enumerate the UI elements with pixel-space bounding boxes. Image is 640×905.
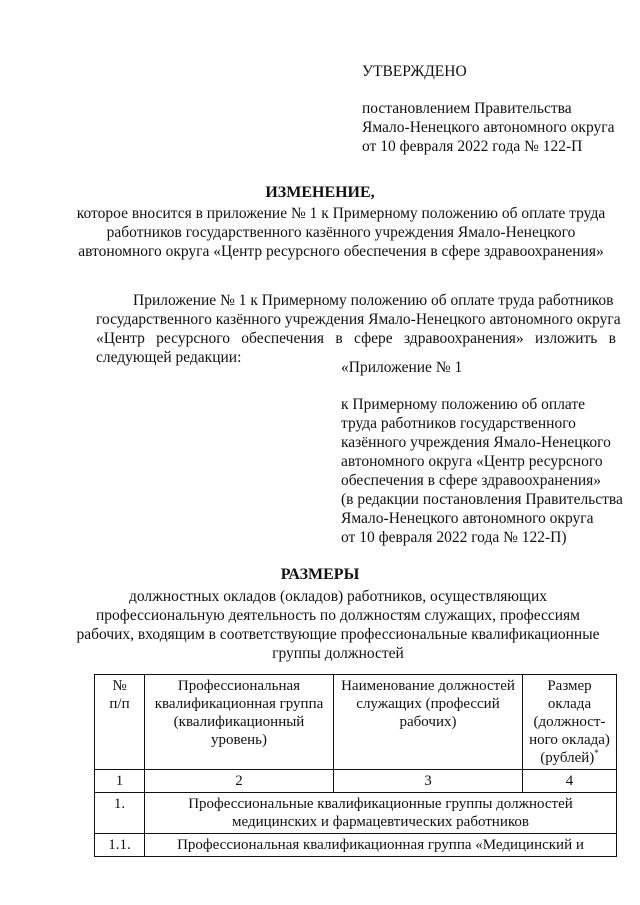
appendix-line: к Примерному положению об оплате	[341, 396, 586, 413]
appendix-line: казённого учреждения Ямало-Ненецкого	[341, 434, 611, 451]
column-number: 4	[523, 770, 617, 793]
header-salary-size: Размер оклада (должност- ного оклада) (рублей)*	[523, 675, 617, 770]
table-row	[95, 834, 617, 857]
row-group-title: Профессиональная квалификационная группа «Медицинский и	[145, 834, 617, 857]
header-number: № п/п	[95, 675, 145, 770]
body-line: государственного казённого учреждения Ямало-Ненецкого автономного округа	[96, 311, 621, 328]
change-line: работников государственного казённого учреждения Ямало-Ненецкого	[106, 224, 576, 241]
approval-title: УТВЕРЖДЕНО	[362, 63, 467, 80]
appendix-line: обеспечения в сфере здравоохранения»	[341, 472, 602, 489]
table-column-numbers-row	[95, 770, 617, 793]
column-number: 1	[95, 770, 145, 793]
footnote-mark: *	[594, 748, 599, 758]
table-header-row	[95, 675, 617, 770]
sizes-line: группы должностей	[272, 645, 404, 662]
appendix-line: от 10 февраля 2022 года № 122-П)	[341, 529, 567, 546]
sizes-title: РАЗМЕРЫ	[280, 566, 360, 583]
change-line: автономного округа «Центр ресурсного обеспечения в сфере здравоохранения»	[78, 243, 604, 260]
header-position-name: Наименование должностей служащих (профессий рабочих)	[334, 675, 523, 770]
sizes-line: должностных окладов (окладов) работников, осуществляющих	[128, 588, 547, 605]
body-line: следующей редакции:	[96, 349, 242, 366]
column-number: 3	[334, 770, 523, 793]
header-qualification-group: Профессиональная квалификационная группа (квалификационный уровень)	[145, 675, 334, 770]
row-group-title: Профессиональные квалификационные группы должностей медицинских и фармацевтических работников	[145, 793, 617, 834]
change-line: которое вносится в приложение № 1 к Примерному положению об оплате труда	[76, 205, 606, 222]
change-title: ИЗМЕНЕНИЕ,	[265, 184, 375, 201]
row-number: 1.1.	[95, 834, 145, 857]
approval-line: от 10 февраля 2022 года № 122-П	[362, 138, 583, 155]
table-row	[95, 793, 617, 834]
approval-line: Ямало-Ненецкого автономного округа	[362, 119, 615, 136]
sizes-line: рабочих, входящим в соответствующие профессиональные квалификационные	[76, 626, 600, 643]
body-line: «Центр ресурсного обеспечения в сфере здравоохранения» изложить в	[96, 330, 616, 347]
appendix-title: «Приложение № 1	[341, 359, 463, 376]
sizes-line: профессиональную деятельность по должностям служащих, профессиям	[96, 607, 580, 624]
appendix-line: автономного округа «Центр ресурсного	[341, 453, 603, 470]
row-number: 1.	[95, 793, 145, 834]
appendix-line: (в редакции постановления Правительства	[341, 491, 623, 508]
body-line: Приложение № 1 к Примерному положению об оплате труда работников	[133, 292, 614, 309]
salary-table	[94, 674, 617, 857]
column-number: 2	[145, 770, 334, 793]
appendix-line: труда работников государственного	[341, 415, 576, 432]
appendix-line: Ямало-Ненецкого автономного округа	[341, 510, 594, 527]
approval-line: постановлением Правительства	[362, 100, 572, 117]
